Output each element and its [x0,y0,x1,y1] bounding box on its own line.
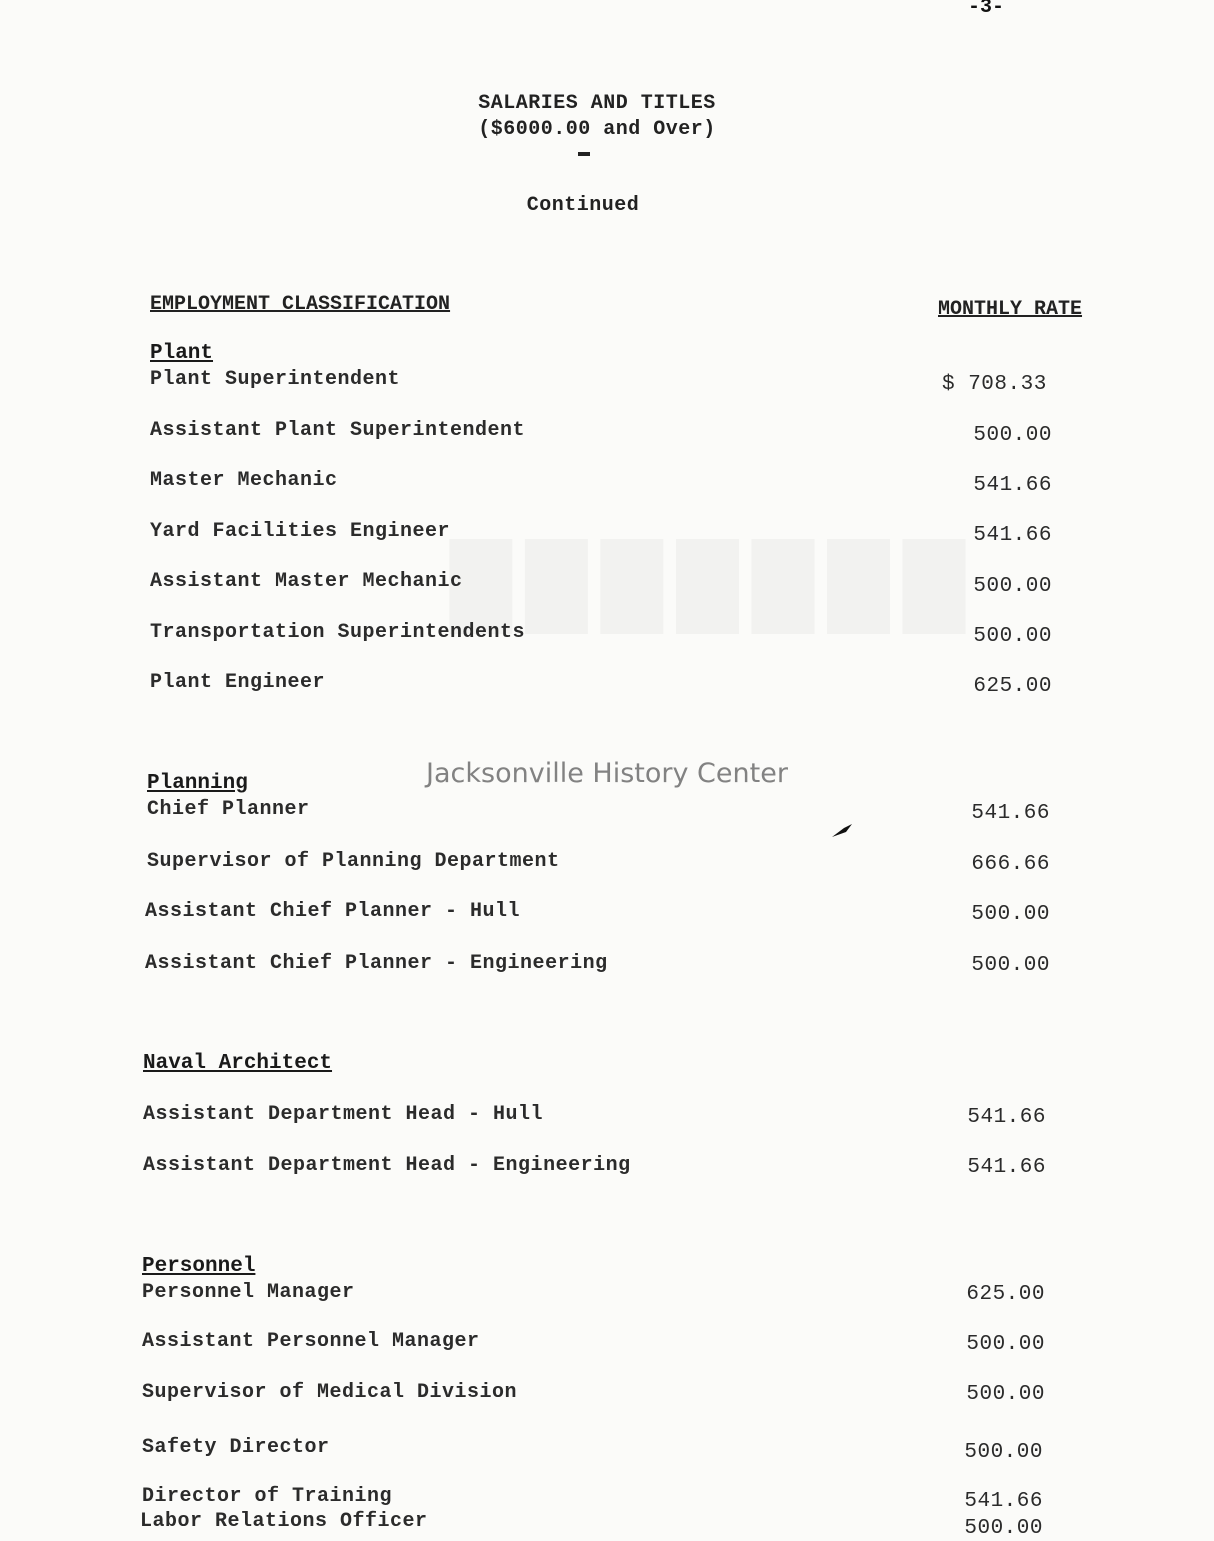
list-item: Assistant Chief Planner - Hull [145,900,521,923]
rate-value: 500.00 [973,625,1052,648]
rate-value: 625.00 [966,1283,1045,1306]
rate-value: 541.66 [973,524,1052,547]
rate-value: 541.66 [967,1156,1046,1179]
section-heading-naval-architect: Naval Architect [143,1052,333,1075]
document-title: SALARIES AND TITLES [478,92,716,115]
list-item: Assistant Department Head - Engineering [143,1154,631,1177]
section-heading-planning: Planning [147,772,248,795]
section-heading-plant: Plant [150,342,214,365]
list-item: Personnel Manager [142,1281,355,1304]
bleed-through-decoration [450,540,979,633]
list-item: Safety Director [142,1436,330,1459]
rate-value: 500.00 [966,1383,1045,1406]
rate-value: 500.00 [971,954,1050,977]
rate-value: 500.00 [973,575,1052,598]
watermark: Jacksonville History Center [426,758,788,789]
rate-value: 541.66 [973,474,1052,497]
rate-value: 500.00 [973,424,1052,447]
rate-value: 500.00 [971,903,1050,926]
rate-value: 500.00 [964,1441,1043,1464]
list-item: Master Mechanic [150,469,338,492]
list-item: Assistant Plant Superintendent [150,419,526,442]
list-item: Assistant Chief Planner - Engineering [145,952,608,975]
list-item: Yard Facilities Engineer [150,520,451,543]
section-heading-personnel: Personnel [142,1255,256,1278]
list-item: Labor Relations Officer [140,1510,428,1533]
rate-value: 541.66 [971,802,1050,825]
list-item: Assistant Department Head - Hull [143,1103,544,1126]
list-item: Supervisor of Medical Division [142,1381,518,1404]
continued-label: Continued [526,194,640,217]
monthly-rate-header: MONTHLY RATE [938,298,1083,321]
list-item: Chief Planner [147,798,310,821]
rate-value: 500.00 [966,1333,1045,1356]
page-number: -3- [968,0,1005,19]
list-item: Plant Engineer [150,671,326,694]
list-item: Transportation Superintendents [150,621,526,644]
list-item: Supervisor of Planning Department [147,850,560,873]
document-title-range: ($6000.00 and Over) [478,118,716,141]
title-divider [578,152,590,156]
rate-value: 541.66 [967,1106,1046,1129]
ink-mark-decoration [830,822,854,840]
list-item: Director of Training [142,1485,393,1508]
list-item: Plant Superintendent [150,368,401,391]
classification-header: EMPLOYMENT CLASSIFICATION [150,293,451,316]
list-item: Assistant Personnel Manager [142,1330,480,1353]
rate-value: 500.00 [964,1517,1043,1540]
rate-value: $ 708.33 [942,373,1047,396]
rate-value: 666.66 [971,853,1050,876]
list-item: Assistant Master Mechanic [150,570,463,593]
rate-value: 625.00 [973,675,1052,698]
rate-value: 541.66 [964,1490,1043,1513]
